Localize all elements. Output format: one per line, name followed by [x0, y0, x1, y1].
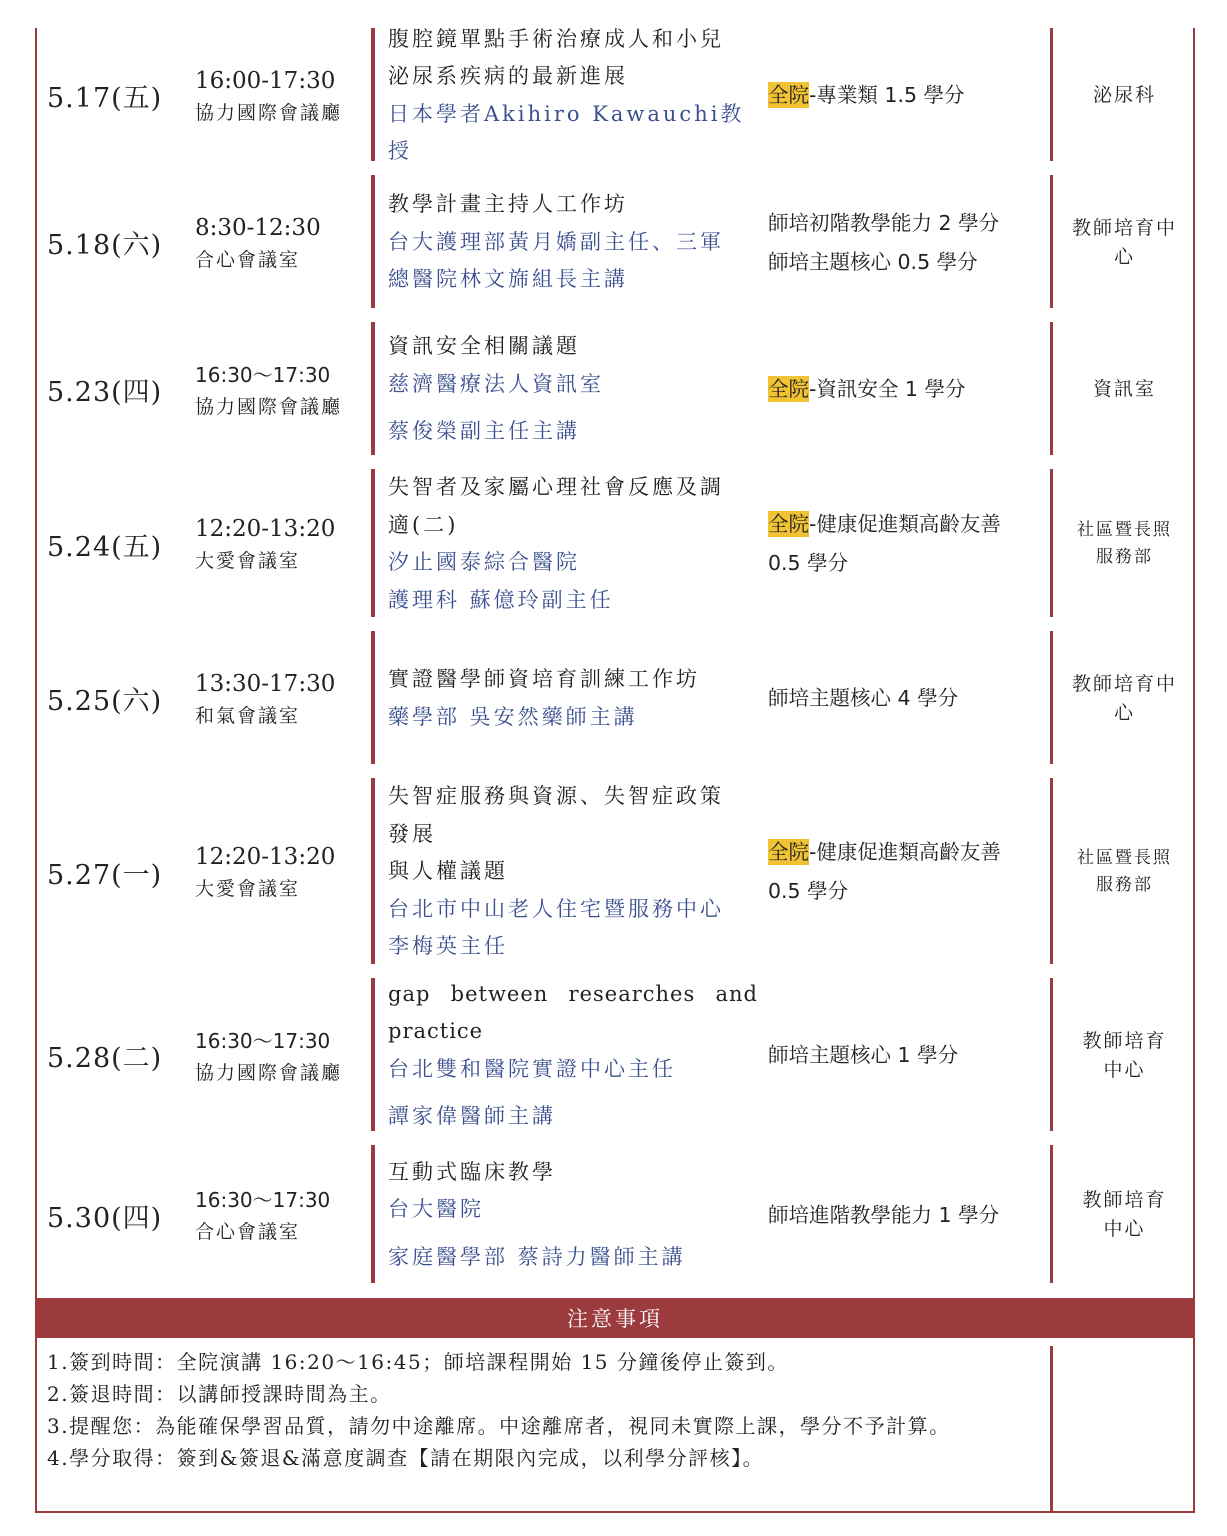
speaker-line: 台大醫院	[388, 1197, 484, 1222]
session-venue: 協力國際會議廳	[195, 1061, 343, 1084]
speaker-line: 家庭醫學部 蔡詩力醫師主講	[388, 1244, 686, 1269]
unit-line: 教師培育	[1082, 1189, 1167, 1211]
session-credit	[768, 1145, 1048, 1285]
session-date: 5.30(四)	[47, 1202, 163, 1234]
bottom-border	[35, 1511, 1195, 1513]
table-row	[35, 978, 1195, 1133]
speaker-line: 台大護理部黃月嬌副主任、三軍	[388, 229, 724, 254]
session-time: 12:20-13:20	[195, 844, 336, 870]
session-time: 16:30～17:30	[195, 362, 331, 387]
session-credit	[768, 322, 1048, 457]
unit-line: 社區暨長照	[1077, 520, 1172, 540]
topic-line: 教學計畫主持人工作坊	[388, 192, 628, 217]
session-unit	[1057, 778, 1192, 966]
unit-line: 服務部	[1096, 875, 1153, 895]
speaker-line: 譚家偉醫師主講	[388, 1104, 556, 1128]
credit-line: 師培初階教學能力 2 學分	[768, 210, 1000, 235]
topic-line: 失智症服務與資源、失智症政策	[388, 784, 724, 809]
session-time-venue	[195, 175, 370, 310]
session-unit	[1057, 1145, 1192, 1285]
topic-line: gap between researches and	[388, 981, 758, 1006]
session-time-venue	[195, 978, 370, 1133]
topic-line: 互動式臨床教學	[388, 1159, 556, 1184]
credit-line: 師培主題核心 0.5 學分	[768, 249, 978, 274]
speaker-line: 總醫院林文旆組長主講	[388, 267, 628, 292]
session-date: 5.18(六)	[47, 230, 163, 261]
credit-text: -健康促進類高齡友善	[809, 840, 1001, 864]
credit-highlight: 全院	[768, 83, 809, 107]
speaker-line: 汐止國泰綜合醫院	[388, 550, 580, 574]
session-topic	[388, 631, 758, 766]
speaker-line: 李梅英主任	[388, 934, 508, 959]
speaker-line: 藥學部 吳安然藥師主講	[388, 704, 638, 729]
credit-highlight: 全院	[768, 377, 809, 401]
credit-text-2: 0.5 學分	[768, 551, 849, 575]
session-topic	[388, 175, 758, 310]
session-venue: 合心會議室	[195, 1221, 301, 1243]
credit-line: 師培主題核心 1 學分	[768, 1043, 959, 1067]
session-time: 13:30-17:30	[195, 670, 336, 697]
session-date: 5.24(五)	[47, 531, 163, 563]
unit-line: 教師培育中	[1071, 672, 1177, 695]
table-row	[35, 469, 1195, 619]
unit-line: 泌尿科	[1092, 84, 1156, 106]
session-venue: 協力國際會議廳	[195, 101, 343, 124]
speaker-line: 日本學者Akihiro Kawauchi教授	[388, 101, 745, 163]
notice-item: 4.學分取得：簽到&簽退&滿意度調查【請在期限內完成，以利學分評核】。	[47, 1446, 765, 1470]
session-unit	[1057, 978, 1192, 1133]
credit-highlight: 全院	[768, 840, 809, 864]
credit-line: 師培進階教學能力 1 學分	[768, 1202, 1000, 1227]
session-credit	[768, 631, 1048, 766]
topic-line: 發展	[388, 821, 436, 846]
session-topic	[388, 778, 758, 966]
notice-title: 注意事項	[35, 1298, 1195, 1338]
unit-line: 中心	[1103, 1058, 1146, 1081]
credit-text-2: 0.5 學分	[768, 879, 849, 903]
credit-text: -專業類 1.5 學分	[809, 83, 965, 107]
credit-highlight: 全院	[768, 512, 809, 536]
session-topic	[388, 978, 758, 1133]
session-topic	[388, 322, 758, 457]
table-row	[35, 28, 1195, 163]
speaker-line: 護理科 蘇億玲副主任	[388, 587, 614, 612]
session-time-venue	[195, 778, 370, 966]
topic-line: 實證醫學師資培育訓練工作坊	[388, 667, 700, 691]
session-time: 16:30～17:30	[195, 1188, 331, 1212]
credit-line: 師培主題核心 4 學分	[768, 686, 959, 710]
notice-item: 1.簽到時間：全院演講 16:20～16:45；師培課程開始 15 分鐘後停止簽到。	[47, 1350, 789, 1374]
topic-line: 資訊安全相關議題	[388, 334, 580, 359]
session-venue: 大愛會議室	[195, 550, 301, 572]
notice-item: 3.提醒您：為能確保學習品質，請勿中途離席。中途離席者，視同未實際上課，學分不予計算。	[47, 1414, 951, 1438]
session-credit	[768, 175, 1048, 310]
session-unit	[1057, 28, 1192, 163]
topic-line: 腹腔鏡單點手術治療成人和小兒	[388, 26, 724, 51]
session-date: 5.25(六)	[47, 686, 163, 717]
session-date: 5.27(一)	[47, 859, 163, 891]
session-venue: 和氣會議室	[195, 704, 301, 727]
session-time: 8:30-12:30	[195, 214, 321, 241]
unit-line: 資訊室	[1092, 378, 1156, 400]
unit-line: 社區暨長照	[1077, 848, 1172, 868]
unit-line: 心	[1113, 701, 1135, 724]
table-row	[35, 778, 1195, 966]
speaker-line: 蔡俊榮副主任主講	[388, 419, 580, 444]
session-time: 12:20-13:20	[195, 516, 336, 542]
session-date: 5.23(四)	[47, 377, 163, 408]
session-time-venue	[195, 631, 370, 766]
topic-line: 失智者及家屬心理社會反應及調	[388, 475, 724, 499]
notice-item: 2.簽退時間：以講師授課時間為主。	[47, 1382, 392, 1406]
unit-line: 心	[1113, 245, 1135, 268]
session-venue: 合心會議室	[195, 248, 301, 271]
unit-line: 教師培育	[1082, 1029, 1167, 1052]
session-credit	[768, 778, 1048, 966]
session-unit	[1057, 469, 1192, 619]
table-row	[35, 175, 1195, 310]
session-topic	[388, 28, 758, 163]
session-unit	[1057, 631, 1192, 766]
session-time-venue	[195, 1145, 370, 1285]
session-time-venue	[195, 469, 370, 619]
session-topic	[388, 1145, 758, 1285]
topic-line: practice	[388, 1019, 484, 1043]
session-time: 16:00-17:30	[195, 67, 336, 94]
speaker-line: 慈濟醫療法人資訊室	[388, 371, 604, 396]
table-row	[35, 631, 1195, 766]
table-row	[35, 322, 1195, 457]
credit-text: -健康促進類高齡友善	[809, 512, 1001, 536]
session-venue: 協力國際會議廳	[195, 395, 343, 418]
unit-line: 中心	[1103, 1218, 1146, 1240]
credit-text: -資訊安全 1 學分	[809, 377, 966, 401]
session-credit	[768, 28, 1048, 163]
topic-line: 與人權議題	[388, 859, 508, 884]
session-date: 5.28(二)	[47, 1043, 163, 1074]
session-time-venue	[195, 28, 370, 163]
session-credit	[768, 978, 1048, 1133]
notice-list	[47, 1346, 1042, 1474]
session-venue: 大愛會議室	[195, 878, 301, 900]
topic-line: 泌尿系疾病的最新進展	[388, 64, 628, 88]
session-unit	[1057, 175, 1192, 310]
session-date: 5.17(五)	[47, 83, 163, 114]
session-topic	[388, 469, 758, 619]
session-time-venue	[195, 322, 370, 457]
topic-line: 適(二)	[388, 512, 459, 537]
schedule-table	[35, 28, 1195, 1513]
session-unit	[1057, 322, 1192, 457]
speaker-line: 台北雙和醫院實證中心主任	[388, 1056, 676, 1081]
session-credit	[768, 469, 1048, 619]
table-row	[35, 1145, 1195, 1285]
speaker-line: 台北市中山老人住宅暨服務中心	[388, 896, 724, 921]
unit-line: 服務部	[1096, 547, 1153, 567]
unit-line: 教師培育中	[1071, 216, 1177, 239]
session-time: 16:30～17:30	[195, 1028, 331, 1053]
